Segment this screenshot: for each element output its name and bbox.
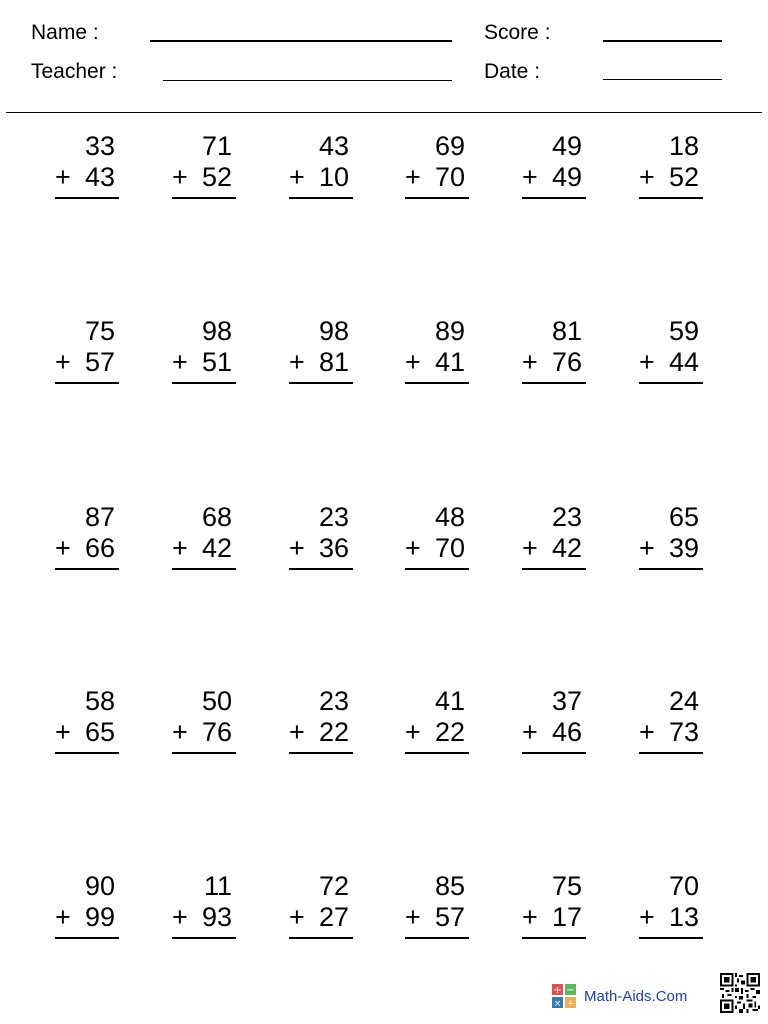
addend-bottom-row <box>172 347 232 378</box>
addition-problem <box>405 686 469 747</box>
addend-top: 50 <box>201 686 232 716</box>
addend-bottom-row <box>289 533 349 564</box>
addend-bottom-row <box>289 347 349 378</box>
addend-top: 59 <box>668 316 699 346</box>
addend-top: 23 <box>318 686 349 716</box>
addend-top: 98 <box>318 316 349 346</box>
plus-operator: + <box>639 717 655 747</box>
addend-top: 11 <box>203 871 232 901</box>
addend-bottom: 49 <box>551 162 582 192</box>
addend-bottom: 76 <box>201 717 232 747</box>
score-label: Score : <box>484 21 551 44</box>
addition-problem <box>639 131 703 192</box>
addition-problem <box>522 871 586 932</box>
answer-line <box>522 382 586 384</box>
addend-bottom-row <box>55 533 115 564</box>
answer-line <box>172 568 236 570</box>
addend-bottom: 46 <box>551 717 582 747</box>
addend-bottom-row <box>289 162 349 193</box>
answer-line <box>639 568 703 570</box>
plus-operator: + <box>639 533 655 563</box>
addend-top: 71 <box>201 131 232 161</box>
plus-operator: + <box>55 717 71 747</box>
addition-problem <box>522 316 586 377</box>
addend-bottom-row <box>289 902 349 933</box>
addition-problem <box>172 502 236 563</box>
answer-line <box>639 382 703 384</box>
addend-top: 81 <box>551 316 582 346</box>
addend-top: 37 <box>551 686 582 716</box>
answer-line <box>405 568 469 570</box>
addend-bottom-row <box>55 902 115 933</box>
addend-top: 23 <box>318 502 349 532</box>
addend-top: 70 <box>668 871 699 901</box>
plus-operator: + <box>405 533 421 563</box>
answer-line <box>405 382 469 384</box>
answer-line <box>522 568 586 570</box>
addition-problem <box>639 686 703 747</box>
addition-problem <box>289 686 353 747</box>
addend-top: 75 <box>84 316 115 346</box>
addend-bottom-row <box>172 717 232 748</box>
addend-bottom: 10 <box>318 162 349 192</box>
answer-line <box>522 197 586 199</box>
addition-problem <box>172 131 236 192</box>
addend-bottom: 73 <box>668 717 699 747</box>
plus-operator: + <box>172 533 188 563</box>
addend-bottom-row <box>639 162 699 193</box>
addend-bottom: 27 <box>318 902 349 932</box>
addend-bottom: 17 <box>551 902 582 932</box>
answer-line <box>639 752 703 754</box>
plus-operator: + <box>172 162 188 192</box>
addition-problem <box>639 502 703 563</box>
qr-code-icon <box>720 973 760 1013</box>
addend-bottom-row <box>405 533 465 564</box>
plus-operator: + <box>639 902 655 932</box>
addend-top: 33 <box>84 131 115 161</box>
addend-bottom-row <box>289 717 349 748</box>
addend-bottom-row <box>405 162 465 193</box>
plus-operator: + <box>639 162 655 192</box>
addition-problem <box>639 316 703 377</box>
addition-problem <box>405 502 469 563</box>
addend-top: 90 <box>84 871 115 901</box>
addend-bottom-row <box>55 162 115 193</box>
addend-bottom: 99 <box>84 902 115 932</box>
addend-bottom: 22 <box>434 717 465 747</box>
addition-problem <box>55 871 119 932</box>
answer-line <box>289 752 353 754</box>
answer-line <box>639 197 703 199</box>
addend-bottom-row <box>639 533 699 564</box>
addition-problem <box>289 871 353 932</box>
addend-bottom: 65 <box>84 717 115 747</box>
addend-bottom-row <box>172 533 232 564</box>
plus-operator: + <box>289 347 305 377</box>
addition-problem <box>55 316 119 377</box>
score-line <box>603 40 722 42</box>
addend-bottom: 51 <box>201 347 232 377</box>
svg-text:+: + <box>553 985 562 996</box>
addend-bottom: 66 <box>84 533 115 563</box>
plus-operator: + <box>172 347 188 377</box>
addend-bottom: 36 <box>318 533 349 563</box>
addend-bottom: 43 <box>84 162 115 192</box>
addend-bottom: 93 <box>201 902 232 932</box>
plus-operator: + <box>55 533 71 563</box>
plus-operator: + <box>405 902 421 932</box>
addition-problem <box>639 871 703 932</box>
plus-operator: + <box>522 902 538 932</box>
addition-problem <box>405 316 469 377</box>
plus-operator: + <box>289 717 305 747</box>
addend-top: 87 <box>84 502 115 532</box>
addend-bottom-row <box>522 533 582 564</box>
answer-line <box>55 937 119 939</box>
answer-line <box>522 752 586 754</box>
answer-line <box>55 752 119 754</box>
answer-line <box>639 937 703 939</box>
header-divider <box>6 112 762 113</box>
teacher-label: Teacher : <box>31 60 118 83</box>
answer-line <box>405 752 469 754</box>
addend-top: 72 <box>318 871 349 901</box>
addend-top: 68 <box>201 502 232 532</box>
addend-top: 58 <box>84 686 115 716</box>
addend-bottom: 42 <box>551 533 582 563</box>
date-label: Date : <box>484 60 541 83</box>
svg-text:−: − <box>566 985 575 996</box>
addend-bottom-row <box>522 162 582 193</box>
plus-operator: + <box>289 533 305 563</box>
plus-operator: + <box>172 902 188 932</box>
addend-top: 24 <box>668 686 699 716</box>
addition-problem <box>172 871 236 932</box>
answer-line <box>172 197 236 199</box>
addend-bottom-row <box>55 717 115 748</box>
addend-bottom-row <box>55 347 115 378</box>
addend-bottom-row <box>405 347 465 378</box>
date-line <box>603 79 722 80</box>
plus-operator: + <box>55 347 71 377</box>
plus-operator: + <box>405 162 421 192</box>
svg-text:×: × <box>553 999 562 1008</box>
addend-bottom-row <box>172 902 232 933</box>
addend-bottom: 52 <box>201 162 232 192</box>
addend-bottom-row <box>522 902 582 933</box>
addend-bottom: 57 <box>434 902 465 932</box>
addend-bottom-row <box>639 717 699 748</box>
addend-bottom-row <box>172 162 232 193</box>
addend-bottom-row <box>522 347 582 378</box>
addition-problem <box>405 131 469 192</box>
addend-top: 48 <box>434 502 465 532</box>
addend-top: 65 <box>668 502 699 532</box>
answer-line <box>289 197 353 199</box>
addition-problem <box>522 131 586 192</box>
addend-bottom: 39 <box>668 533 699 563</box>
addend-top: 85 <box>434 871 465 901</box>
addend-top: 49 <box>551 131 582 161</box>
answer-line <box>172 752 236 754</box>
plus-operator: + <box>289 902 305 932</box>
addition-problem <box>172 316 236 377</box>
math-operations-logo-icon <box>552 984 576 1008</box>
addend-bottom-row <box>639 347 699 378</box>
addend-bottom: 70 <box>434 533 465 563</box>
plus-operator: + <box>522 717 538 747</box>
addition-problem <box>289 316 353 377</box>
addition-problem <box>289 131 353 192</box>
addend-bottom: 70 <box>434 162 465 192</box>
addend-bottom: 13 <box>668 902 699 932</box>
addition-problem <box>55 686 119 747</box>
answer-line <box>55 382 119 384</box>
answer-line <box>172 382 236 384</box>
answer-line <box>289 937 353 939</box>
addend-bottom: 42 <box>201 533 232 563</box>
addend-top: 89 <box>434 316 465 346</box>
plus-operator: + <box>522 347 538 377</box>
name-label: Name : <box>31 21 99 44</box>
addition-problem <box>172 686 236 747</box>
addition-problem <box>55 502 119 563</box>
addend-bottom-row <box>405 902 465 933</box>
addend-top: 41 <box>434 686 465 716</box>
plus-operator: + <box>405 347 421 377</box>
plus-operator: + <box>289 162 305 192</box>
plus-operator: + <box>522 162 538 192</box>
answer-line <box>289 382 353 384</box>
addend-bottom: 41 <box>434 347 465 377</box>
addend-bottom: 57 <box>84 347 115 377</box>
addend-top: 18 <box>668 131 699 161</box>
plus-operator: + <box>172 717 188 747</box>
plus-operator: + <box>55 162 71 192</box>
answer-line <box>289 568 353 570</box>
addend-bottom-row <box>522 717 582 748</box>
addend-bottom-row <box>639 902 699 933</box>
plus-operator: + <box>55 902 71 932</box>
addition-problem <box>522 502 586 563</box>
addend-top: 23 <box>551 502 582 532</box>
answer-line <box>405 937 469 939</box>
addend-bottom: 52 <box>668 162 699 192</box>
plus-operator: + <box>522 533 538 563</box>
name-line <box>150 40 452 42</box>
answer-line <box>405 197 469 199</box>
addend-top: 98 <box>201 316 232 346</box>
addition-problem <box>522 686 586 747</box>
addend-top: 75 <box>551 871 582 901</box>
svg-text:÷: ÷ <box>566 999 575 1008</box>
math-aids-link[interactable]: Math-Aids.Com <box>584 988 688 1005</box>
plus-operator: + <box>639 347 655 377</box>
addend-top: 69 <box>434 131 465 161</box>
addend-bottom: 44 <box>668 347 699 377</box>
answer-line <box>55 568 119 570</box>
addition-problem <box>289 502 353 563</box>
plus-operator: + <box>405 717 421 747</box>
addend-top: 43 <box>318 131 349 161</box>
addition-problem <box>55 131 119 192</box>
addend-bottom: 81 <box>318 347 349 377</box>
addend-bottom: 22 <box>318 717 349 747</box>
answer-line <box>522 937 586 939</box>
addition-problem <box>405 871 469 932</box>
addend-bottom: 76 <box>551 347 582 377</box>
addend-bottom-row <box>405 717 465 748</box>
answer-line <box>55 197 119 199</box>
answer-line <box>172 937 236 939</box>
teacher-line <box>163 80 452 81</box>
